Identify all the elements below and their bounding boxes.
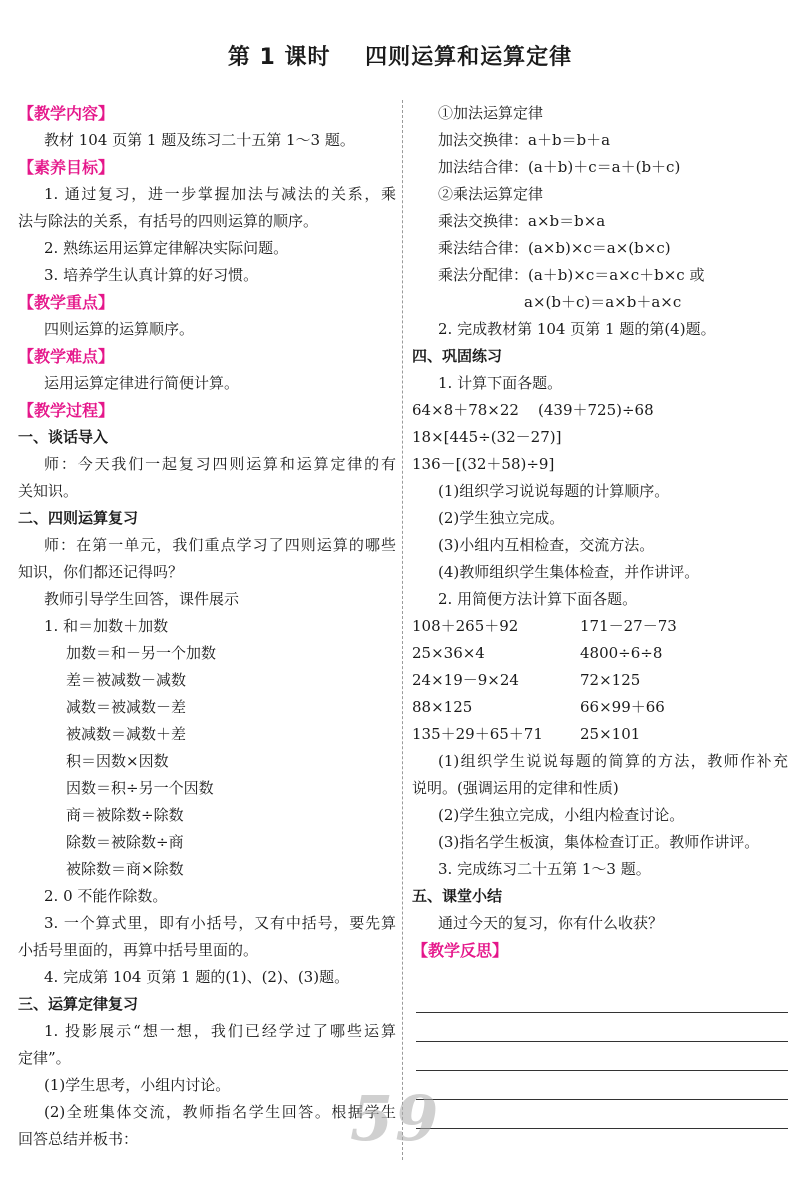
writing-line [416,1071,788,1100]
reflection-writing-area [412,984,788,1129]
exercise-2-row: 24×19－9×24 72×125 [412,671,641,689]
brackets-rule-line-2: 小括号里面的，再算中括号里面的。 [18,941,259,959]
exercise-1-item: 64×8＋78×22 (439＋725)÷68 [412,401,654,419]
difficulty-heading: 【教学难点】 [18,347,115,366]
exercise-1-title: 1. 计算下面各题。 [438,374,563,392]
left-column [18,100,396,1153]
section-2-text-line-2: 知识，你们都还记得吗？ [18,563,184,581]
column-divider [402,100,403,1160]
addition-associative-law: 加法结合律：(a＋b)＋c＝a＋(b＋c) [438,158,681,176]
section-2-text-line-1: 师：在第一单元，我们重点学习了四则运算的哪些 [44,536,396,554]
exercise-3: 3. 完成练习二十五第 1～3 题。 [438,860,651,878]
relation-item: 1. 和＝加数＋加数 [44,617,169,635]
goal-1-line-2: 法与除法的关系，有括号的四则运算的顺序。 [18,212,319,230]
literacy-goals-heading: 【素养目标】 [18,158,115,177]
goal-3: 3. 培养学生认真计算的好习惯。 [44,266,259,284]
relation-item: 加数＝和－另一个加数 [66,644,217,662]
key-points-text: 四则运算的运算顺序。 [44,320,195,338]
section-5-heading: 五、课堂小结 [412,887,503,905]
exercise-2-step-2: (2)学生独立完成，小组内检查讨论。 [438,806,685,824]
section-3-heading: 三、运算定律复习 [18,995,139,1013]
brackets-rule-line-1: 3. 一个算式里，即有小括号，又有中括号，要先算 [44,914,396,932]
section-1-text-line-1: 师：今天我们一起复习四则运算和运算定律的有 [44,455,396,473]
difficulty-text: 运用运算定律进行简便计算。 [44,374,240,392]
exercise-1-step: (3)小组内互相检查，交流方法。 [438,536,655,554]
exercise-1-item: 18×[445÷(32－27)] [412,428,562,446]
relation-item: 差＝被减数－减数 [66,671,187,689]
addition-laws-title: ①加法运算定律 [438,104,544,122]
relation-item: 因数＝积÷另一个因数 [66,779,214,797]
exercise-1-step: (4)教师组织学生集体检查，并作讲评。 [438,563,700,581]
section-3-p3-line-2: 回答总结并板书： [18,1130,139,1148]
section-3-p1-line-1: 1. 投影展示“想一想，我们已经学过了哪些运算 [44,1022,396,1040]
goal-1-line-1: 1. 通过复习，进一步掌握加法与减法的关系，乘 [44,185,396,203]
section-1-text-line-2: 关知识。 [18,482,79,500]
task-4: 4. 完成第 104 页第 1 题的(1)、(2)、(3)题。 [44,968,350,986]
writing-line [416,1100,788,1129]
section-2-guide: 教师引导学生回答，课件展示 [44,590,240,608]
multiplication-associative-law: 乘法结合律：(a×b)×c＝a×(b×c) [438,239,671,257]
relation-item: 积＝因数×因数 [66,752,169,770]
writing-line [416,1042,788,1071]
exercise-2-row: 135＋29＋65＋71 25×101 [412,725,641,743]
key-points-heading: 【教学重点】 [18,293,115,312]
teaching-content-heading: 【教学内容】 [18,104,115,123]
exercise-1-item: 136－[(32＋58)÷9] [412,455,555,473]
section-3-p1-line-2: 定律”。 [18,1049,71,1067]
distributive-law-line-1: 乘法分配律：(a＋b)×c＝a×c＋b×c 或 [438,266,705,284]
section-1-heading: 一、谈话导入 [18,428,109,446]
section-2-heading: 二、四则运算复习 [18,509,139,527]
writing-line [416,984,788,1013]
right-column [412,100,788,1129]
page-title: 第 1 课时 四则运算和运算定律 [227,45,573,70]
multiplication-laws-title: ②乘法运算定律 [438,185,544,203]
goal-2: 2. 熟练运用运算定律解决实际问题。 [44,239,289,257]
exercise-2-title: 2. 用简便方法计算下面各题。 [438,590,638,608]
relation-item: 除数＝被除数÷商 [66,833,184,851]
distributive-law-line-2: a×(b＋c)＝a×b＋a×c [524,293,682,311]
exercise-2-row: 108＋265＋92 171－27－73 [412,617,677,635]
reflection-heading: 【教学反思】 [412,941,509,960]
exercise-2-row: 25×36×4 4800÷6÷8 [412,644,663,662]
section-4-heading: 四、巩固练习 [412,347,503,365]
exercise-2-step-1-line-1: (1)组织学生说说每题的简算的方法，教师作补充 [438,752,788,770]
process-heading: 【教学过程】 [18,401,115,420]
exercise-2-step-3: (3)指名学生板演，集体检查订正。教师作讲评。 [438,833,760,851]
teaching-content-text: 教材 104 页第 1 题及练习二十五第 1～3 题。 [44,131,355,149]
section-3-p3-line-1: (2)全班集体交流，教师指名学生回答。根据学生 [44,1103,396,1121]
relation-item: 被减数＝减数＋差 [66,725,187,743]
relation-item: 被除数＝商×除数 [66,860,184,878]
section-3-p2: (1)学生思考，小组内讨论。 [44,1076,231,1094]
section-5-text: 通过今天的复习，你有什么收获？ [438,914,664,932]
relation-item: 商＝被除数÷除数 [66,806,184,824]
exercise-1-step: (1)组织学习说说每题的计算顺序。 [438,482,670,500]
relation-item: 减数＝被减数－差 [66,698,187,716]
exercise-2-row: 88×125 66×99＋66 [412,698,665,716]
zero-rule: 2. 0 不能作除数。 [44,887,168,905]
exercise-1-step: (2)学生独立完成。 [438,509,565,527]
task-2: 2. 完成教材第 104 页第 1 题的第(4)题。 [438,320,716,338]
multiplication-commutative-law: 乘法交换律：a×b＝b×a [438,212,606,230]
page-number: 59 [350,1082,441,1155]
exercise-2-step-1-line-2: 说明。(强调运用的定律和性质) [412,779,619,797]
writing-line [416,1013,788,1042]
addition-commutative-law: 加法交换律：a＋b＝b＋a [438,131,611,149]
